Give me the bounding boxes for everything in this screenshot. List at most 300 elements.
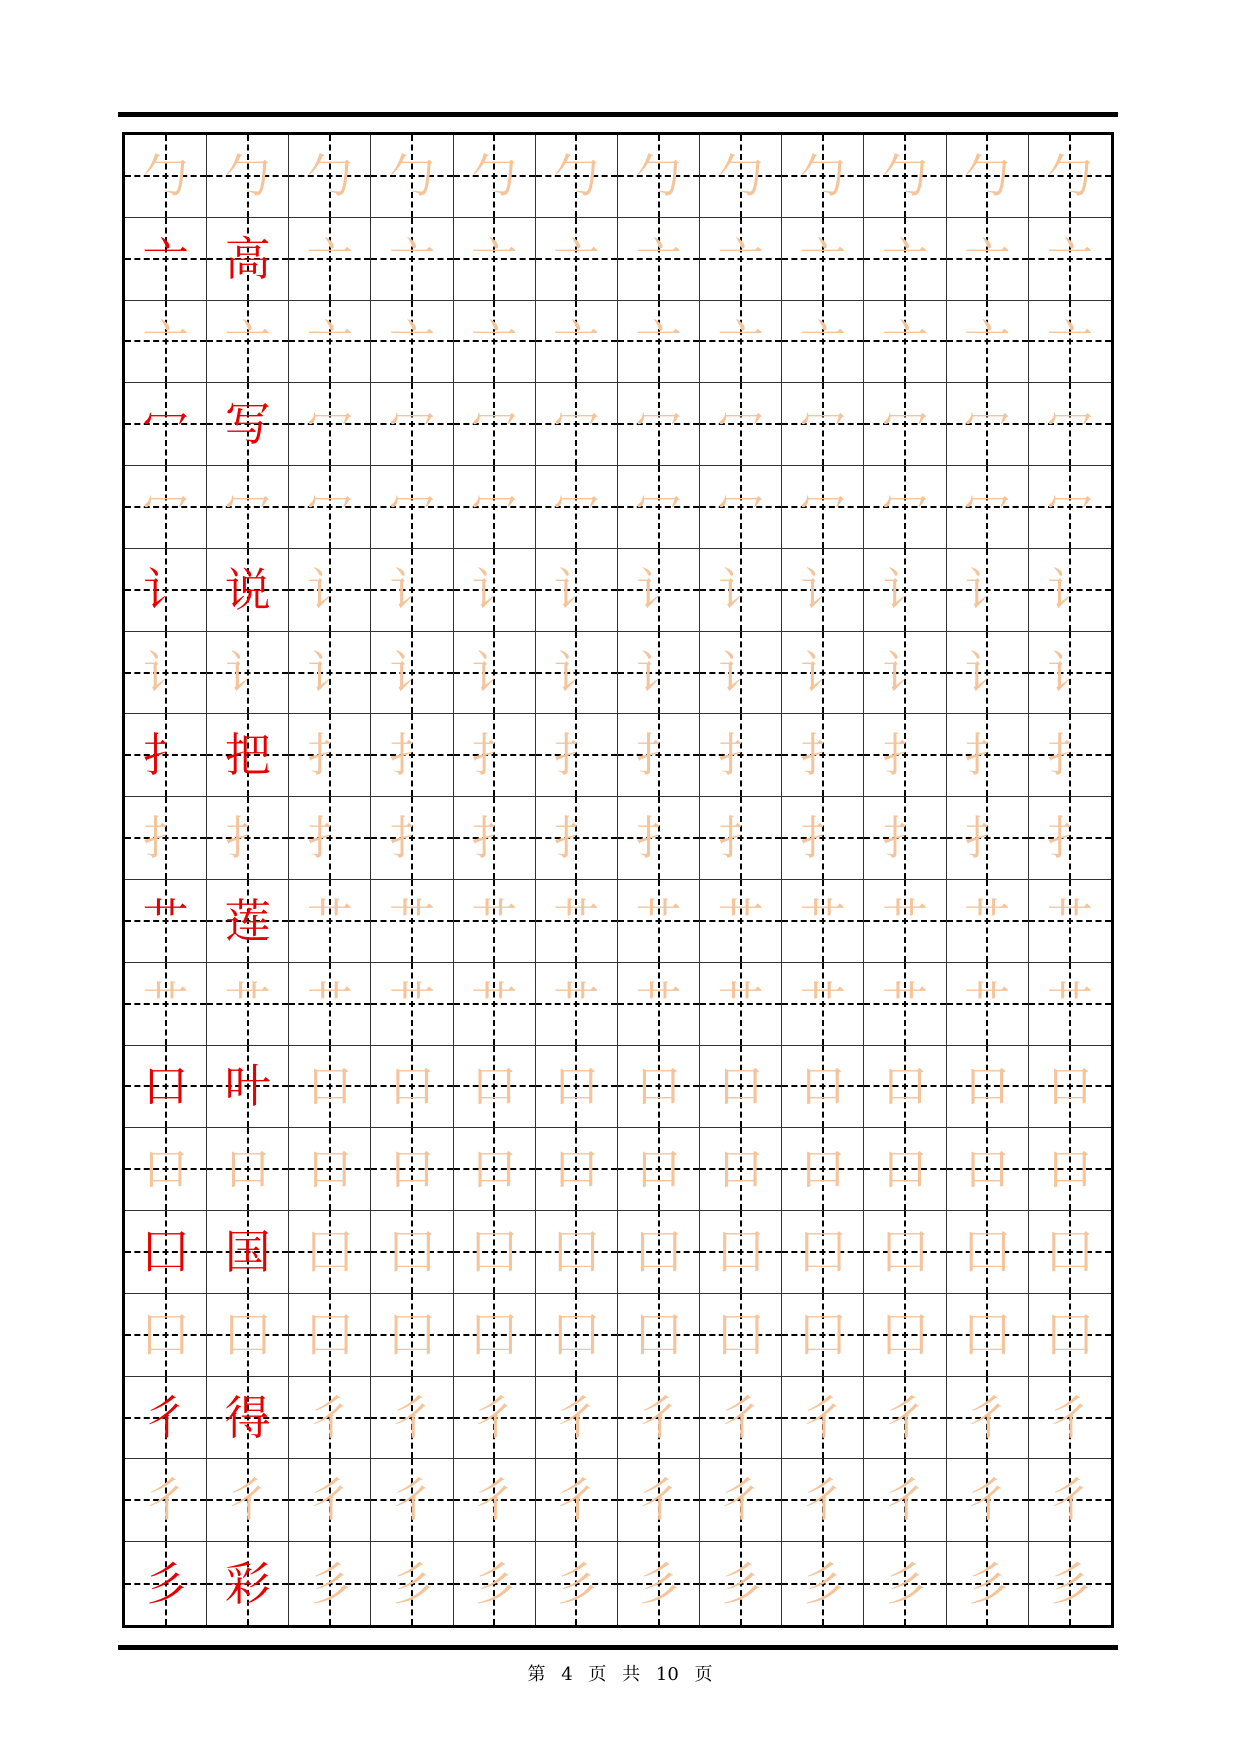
- trace-character: 勹: [224, 148, 271, 203]
- practice-cell: [782, 1294, 864, 1377]
- trace-character: 艹: [635, 893, 682, 948]
- trace-character: 彡: [553, 1556, 600, 1611]
- practice-cell: [782, 135, 864, 218]
- trace-character: 扌: [389, 728, 436, 783]
- trace-character: 亠: [471, 231, 518, 286]
- practice-cell: [700, 218, 782, 301]
- trace-character: 勹: [306, 148, 353, 203]
- trace-character: 口: [471, 1059, 518, 1114]
- trace-character: 亠: [306, 314, 353, 369]
- trace-character: 囗: [224, 1307, 271, 1362]
- practice-cell: [536, 1128, 618, 1211]
- practice-cell: [864, 880, 946, 963]
- practice-cell: [536, 1542, 618, 1625]
- practice-cell: [947, 714, 1029, 797]
- trace-character: 囗: [964, 1307, 1011, 1362]
- trace-character: 囗: [799, 1224, 846, 1279]
- practice-cell: [207, 963, 289, 1046]
- model-character: 叶: [224, 1059, 271, 1114]
- trace-character: 彡: [799, 1556, 846, 1611]
- trace-character: 讠: [717, 562, 764, 617]
- practice-cell: [864, 1294, 946, 1377]
- trace-character: 扌: [471, 811, 518, 866]
- practice-cell: [947, 301, 1029, 384]
- trace-character: 讠: [306, 645, 353, 700]
- practice-cell: [536, 135, 618, 218]
- practice-cell: [782, 714, 864, 797]
- practice-cell: [618, 466, 700, 549]
- trace-character: 口: [389, 1142, 436, 1197]
- practice-cell: [125, 1128, 207, 1211]
- trace-character: 亠: [142, 314, 189, 369]
- practice-cell: [1029, 963, 1111, 1046]
- trace-character: 扌: [635, 728, 682, 783]
- trace-character: 亠: [1046, 314, 1093, 369]
- practice-cell: [782, 1046, 864, 1129]
- trace-character: 勹: [142, 148, 189, 203]
- trace-character: 囗: [964, 1224, 1011, 1279]
- practice-cell: [1029, 1459, 1111, 1542]
- practice-cell: [289, 1377, 371, 1460]
- practice-cell: [1029, 1046, 1111, 1129]
- practice-cell: [536, 1211, 618, 1294]
- trace-character: 扌: [799, 811, 846, 866]
- practice-cell: [947, 1294, 1029, 1377]
- model-character: 国: [224, 1224, 271, 1279]
- trace-character: 扌: [717, 811, 764, 866]
- practice-cell: [864, 1542, 946, 1625]
- trace-character: 艹: [142, 976, 189, 1031]
- trace-character: 彡: [471, 1556, 518, 1611]
- trace-character: 亠: [553, 314, 600, 369]
- practice-cell: [289, 1459, 371, 1542]
- practice-cell: [207, 880, 289, 963]
- practice-cell: [1029, 135, 1111, 218]
- trace-character: 冖: [389, 479, 436, 534]
- practice-cell: [536, 301, 618, 384]
- practice-cell: [864, 1128, 946, 1211]
- trace-character: 艹: [1046, 976, 1093, 1031]
- model-character: 讠: [142, 562, 189, 617]
- practice-cell: [1029, 797, 1111, 880]
- trace-character: 艹: [717, 976, 764, 1031]
- practice-cell: [371, 218, 453, 301]
- practice-cell: [947, 218, 1029, 301]
- practice-cell: [700, 1542, 782, 1625]
- trace-character: 艹: [964, 976, 1011, 1031]
- practice-cell: [700, 549, 782, 632]
- practice-cell: [125, 466, 207, 549]
- practice-cell: [536, 1459, 618, 1542]
- practice-cell: [454, 301, 536, 384]
- practice-cell: [618, 1542, 700, 1625]
- trace-character: 彡: [882, 1556, 929, 1611]
- trace-character: 彡: [389, 1556, 436, 1611]
- trace-character: 亠: [717, 231, 764, 286]
- trace-character: 彡: [306, 1556, 353, 1611]
- practice-cell: [207, 632, 289, 715]
- trace-character: 勹: [553, 148, 600, 203]
- practice-cell: [371, 797, 453, 880]
- trace-character: 冖: [1046, 479, 1093, 534]
- trace-character: 口: [1046, 1142, 1093, 1197]
- practice-cell: [700, 797, 782, 880]
- trace-character: 口: [389, 1059, 436, 1114]
- trace-character: 口: [799, 1059, 846, 1114]
- practice-cell: [947, 1128, 1029, 1211]
- trace-character: 口: [882, 1059, 929, 1114]
- trace-character: 口: [635, 1142, 682, 1197]
- trace-character: 口: [635, 1059, 682, 1114]
- practice-cell: [207, 1128, 289, 1211]
- practice-cell: [947, 549, 1029, 632]
- practice-cell: [782, 880, 864, 963]
- trace-character: 讠: [553, 645, 600, 700]
- practice-cell: [289, 135, 371, 218]
- trace-character: 囗: [553, 1307, 600, 1362]
- practice-cell: [947, 880, 1029, 963]
- trace-character: 冖: [799, 479, 846, 534]
- trace-character: 艹: [964, 893, 1011, 948]
- practice-cell: [1029, 383, 1111, 466]
- practice-cell: [782, 383, 864, 466]
- practice-cell: [125, 218, 207, 301]
- trace-character: 勹: [882, 148, 929, 203]
- trace-character: 扌: [964, 728, 1011, 783]
- practice-cell: [618, 880, 700, 963]
- trace-character: 彳: [635, 1473, 682, 1528]
- trace-character: 彳: [635, 1390, 682, 1445]
- trace-character: 艹: [471, 893, 518, 948]
- practice-cell: [207, 1377, 289, 1460]
- trace-character: 彳: [142, 1473, 189, 1528]
- trace-character: 讠: [306, 562, 353, 617]
- trace-character: 囗: [471, 1224, 518, 1279]
- trace-character: 彳: [964, 1473, 1011, 1528]
- practice-cell: [700, 135, 782, 218]
- trace-character: 讠: [799, 645, 846, 700]
- practice-cell: [700, 714, 782, 797]
- practice-cell: [289, 714, 371, 797]
- trace-character: 囗: [142, 1307, 189, 1362]
- practice-cell: [454, 218, 536, 301]
- trace-character: 亠: [635, 231, 682, 286]
- trace-character: 囗: [799, 1307, 846, 1362]
- practice-cell: [289, 466, 371, 549]
- trace-character: 讠: [717, 645, 764, 700]
- practice-cell: [371, 632, 453, 715]
- practice-cell: [864, 383, 946, 466]
- practice-grid: [125, 135, 1111, 1625]
- practice-cell: [864, 714, 946, 797]
- trace-character: 勹: [389, 148, 436, 203]
- trace-character: 亠: [964, 231, 1011, 286]
- practice-cell: [864, 632, 946, 715]
- practice-cell: [947, 1046, 1029, 1129]
- practice-cell: [618, 1211, 700, 1294]
- practice-cell: [289, 383, 371, 466]
- practice-cell: [947, 963, 1029, 1046]
- practice-cell: [207, 1459, 289, 1542]
- trace-character: 扌: [882, 811, 929, 866]
- model-character: 彡: [142, 1556, 189, 1611]
- practice-cell: [207, 1542, 289, 1625]
- practice-cell: [125, 714, 207, 797]
- trace-character: 口: [306, 1059, 353, 1114]
- practice-cell: [289, 301, 371, 384]
- model-character: 得: [224, 1390, 271, 1445]
- practice-cell: [454, 1128, 536, 1211]
- practice-cell: [618, 632, 700, 715]
- practice-cell: [864, 1459, 946, 1542]
- trace-character: 艹: [799, 893, 846, 948]
- practice-cell: [700, 1046, 782, 1129]
- trace-character: 亠: [799, 231, 846, 286]
- trace-character: 亠: [882, 231, 929, 286]
- practice-cell: [864, 1046, 946, 1129]
- practice-cell: [618, 1294, 700, 1377]
- practice-cell: [125, 135, 207, 218]
- practice-cell: [289, 1542, 371, 1625]
- practice-cell: [700, 1211, 782, 1294]
- practice-cell: [700, 383, 782, 466]
- practice-cell: [947, 1211, 1029, 1294]
- practice-cell: [536, 797, 618, 880]
- practice-cell: [864, 218, 946, 301]
- footer-ye: 页: [588, 1664, 607, 1685]
- trace-character: 囗: [1046, 1307, 1093, 1362]
- practice-cell: [207, 1211, 289, 1294]
- trace-character: 口: [553, 1059, 600, 1114]
- practice-cell: [618, 714, 700, 797]
- trace-character: 艹: [882, 893, 929, 948]
- practice-cell: [207, 383, 289, 466]
- trace-character: 囗: [306, 1224, 353, 1279]
- trace-character: 勹: [799, 148, 846, 203]
- footer-page-number: 4: [561, 1664, 573, 1685]
- trace-character: 冖: [553, 479, 600, 534]
- practice-cell: [125, 549, 207, 632]
- practice-cell: [618, 1046, 700, 1129]
- trace-character: 扌: [224, 811, 271, 866]
- trace-character: 彳: [306, 1390, 353, 1445]
- practice-cell: [1029, 880, 1111, 963]
- practice-cell: [1029, 1294, 1111, 1377]
- practice-cell: [289, 549, 371, 632]
- trace-character: 彳: [964, 1390, 1011, 1445]
- practice-cell: [371, 1459, 453, 1542]
- practice-cell: [125, 1294, 207, 1377]
- trace-character: 彳: [1046, 1473, 1093, 1528]
- practice-cell: [454, 632, 536, 715]
- trace-character: 勹: [471, 148, 518, 203]
- trace-character: 讠: [471, 645, 518, 700]
- trace-character: 讠: [635, 562, 682, 617]
- trace-character: 艹: [553, 976, 600, 1031]
- trace-character: 冖: [142, 479, 189, 534]
- practice-cell: [207, 218, 289, 301]
- trace-character: 彳: [799, 1473, 846, 1528]
- trace-character: 囗: [471, 1307, 518, 1362]
- page-footer: [0, 1660, 1240, 1686]
- trace-character: 彳: [389, 1390, 436, 1445]
- practice-cell: [371, 135, 453, 218]
- model-character: 高: [224, 231, 271, 286]
- trace-character: 亠: [1046, 231, 1093, 286]
- trace-character: 口: [717, 1142, 764, 1197]
- practice-cell: [1029, 549, 1111, 632]
- practice-cell: [454, 1542, 536, 1625]
- trace-character: 亠: [389, 314, 436, 369]
- trace-character: 冖: [964, 397, 1011, 452]
- trace-character: 亠: [964, 314, 1011, 369]
- trace-character: 冖: [717, 397, 764, 452]
- practice-cell: [289, 1211, 371, 1294]
- trace-character: 冖: [1046, 397, 1093, 452]
- model-character: 彳: [142, 1390, 189, 1445]
- practice-cell: [454, 1211, 536, 1294]
- trace-character: 彳: [389, 1473, 436, 1528]
- trace-character: 亠: [553, 231, 600, 286]
- trace-character: 艹: [389, 976, 436, 1031]
- practice-cell: [618, 135, 700, 218]
- practice-cell: [864, 1211, 946, 1294]
- trace-character: 囗: [717, 1224, 764, 1279]
- practice-cell: [1029, 714, 1111, 797]
- trace-character: 亠: [882, 314, 929, 369]
- trace-character: 囗: [635, 1307, 682, 1362]
- footer-rule: [118, 1645, 1118, 1650]
- trace-character: 讠: [964, 562, 1011, 617]
- practice-cell: [371, 383, 453, 466]
- practice-cell: [289, 880, 371, 963]
- practice-cell: [782, 632, 864, 715]
- trace-character: 讠: [799, 562, 846, 617]
- trace-character: 彳: [306, 1473, 353, 1528]
- trace-character: 彡: [717, 1556, 764, 1611]
- practice-cell: [454, 1377, 536, 1460]
- practice-cell: [207, 135, 289, 218]
- practice-cell: [618, 301, 700, 384]
- practice-cell: [454, 963, 536, 1046]
- practice-cell: [864, 549, 946, 632]
- trace-character: 囗: [882, 1307, 929, 1362]
- trace-character: 冖: [306, 397, 353, 452]
- trace-character: 口: [964, 1142, 1011, 1197]
- practice-cell: [618, 797, 700, 880]
- practice-cell: [125, 383, 207, 466]
- trace-character: 讠: [389, 645, 436, 700]
- practice-cell: [207, 549, 289, 632]
- practice-cell: [125, 1542, 207, 1625]
- practice-cell: [864, 301, 946, 384]
- trace-character: 彳: [471, 1390, 518, 1445]
- practice-cell: [1029, 301, 1111, 384]
- trace-character: 囗: [717, 1307, 764, 1362]
- trace-character: 扌: [553, 811, 600, 866]
- practice-cell: [618, 383, 700, 466]
- trace-character: 讠: [142, 645, 189, 700]
- practice-grid-frame: [122, 132, 1114, 1628]
- trace-character: 亠: [471, 314, 518, 369]
- trace-character: 冖: [471, 479, 518, 534]
- practice-cell: [371, 714, 453, 797]
- practice-cell: [125, 1046, 207, 1129]
- practice-cell: [125, 632, 207, 715]
- practice-cell: [454, 797, 536, 880]
- practice-cell: [289, 963, 371, 1046]
- trace-character: 艹: [1046, 893, 1093, 948]
- trace-character: 彳: [471, 1473, 518, 1528]
- practice-cell: [289, 797, 371, 880]
- practice-cell: [371, 1211, 453, 1294]
- practice-cell: [536, 632, 618, 715]
- trace-character: 囗: [882, 1224, 929, 1279]
- trace-character: 口: [142, 1142, 189, 1197]
- practice-cell: [700, 1459, 782, 1542]
- trace-character: 彳: [553, 1473, 600, 1528]
- trace-character: 艹: [471, 976, 518, 1031]
- trace-character: 囗: [306, 1307, 353, 1362]
- practice-cell: [700, 1377, 782, 1460]
- trace-character: 口: [306, 1142, 353, 1197]
- practice-cell: [125, 301, 207, 384]
- practice-cell: [864, 797, 946, 880]
- trace-character: 讠: [1046, 562, 1093, 617]
- trace-character: 囗: [553, 1224, 600, 1279]
- practice-cell: [371, 963, 453, 1046]
- practice-cell: [782, 963, 864, 1046]
- trace-character: 囗: [635, 1224, 682, 1279]
- practice-cell: [700, 1294, 782, 1377]
- trace-character: 艹: [553, 893, 600, 948]
- practice-cell: [700, 880, 782, 963]
- trace-character: 口: [964, 1059, 1011, 1114]
- practice-cell: [864, 135, 946, 218]
- practice-cell: [454, 880, 536, 963]
- practice-cell: [700, 466, 782, 549]
- trace-character: 囗: [389, 1224, 436, 1279]
- trace-character: 冖: [964, 479, 1011, 534]
- trace-character: 勹: [635, 148, 682, 203]
- practice-cell: [125, 880, 207, 963]
- practice-cell: [536, 1046, 618, 1129]
- trace-character: 扌: [717, 728, 764, 783]
- practice-cell: [1029, 1211, 1111, 1294]
- practice-cell: [536, 714, 618, 797]
- practice-cell: [289, 1128, 371, 1211]
- trace-character: 彳: [882, 1390, 929, 1445]
- practice-cell: [618, 1377, 700, 1460]
- model-character: 写: [224, 397, 271, 452]
- practice-cell: [371, 1542, 453, 1625]
- practice-cell: [782, 797, 864, 880]
- practice-cell: [618, 549, 700, 632]
- practice-cell: [1029, 218, 1111, 301]
- trace-character: 扌: [142, 811, 189, 866]
- footer-di: 第: [527, 1664, 546, 1685]
- practice-cell: [454, 383, 536, 466]
- practice-cell: [618, 1459, 700, 1542]
- practice-cell: [782, 1211, 864, 1294]
- practice-cell: [536, 1294, 618, 1377]
- trace-character: 艹: [306, 893, 353, 948]
- practice-cell: [947, 1542, 1029, 1625]
- trace-character: 扌: [306, 728, 353, 783]
- practice-cell: [371, 301, 453, 384]
- practice-cell: [536, 880, 618, 963]
- trace-character: 勹: [717, 148, 764, 203]
